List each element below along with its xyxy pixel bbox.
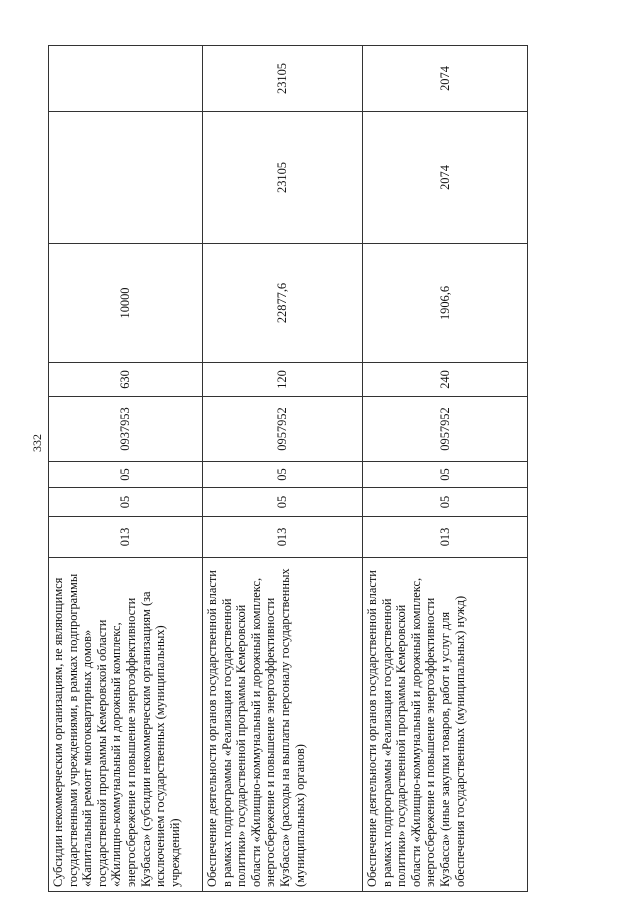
row-description: Обеспечение деятельности органов государственной власти в рамках подпрограммы «Реализация государственной политики» государственной программы Кемеровской области «Жилищно-коммунальный и дорожный комплекс, энергосбережение и повышение энергоэффективности Кузбасса» (иные закупки товаров, работ и услуг для обеспечения государственных (муниципальных) нужд): [363, 558, 528, 892]
table-row: [49, 46, 203, 892]
expense-type-code: 120: [203, 363, 363, 397]
row-description: Обеспечение деятельности органов государственной власти в рамках подпрограммы «Реализация государственной политики» государственной программы Кемеровской области «Жилищно-коммунальный и дорожный комплекс, энергосбережение и повышение энергоэффективности Кузбасса» (расходы на выплаты персоналу государственных (муниципальных) органов): [203, 558, 363, 892]
section-code: 05: [363, 488, 528, 517]
page-number: 332: [30, 434, 44, 452]
rotated-page-content: [48, 46, 467, 892]
section-code: 05: [203, 488, 363, 517]
expense-type-code: 630: [49, 363, 203, 397]
ved-code: 013: [203, 517, 363, 558]
target-article-code: 0937953: [49, 397, 203, 462]
amount-year-3: [49, 46, 203, 112]
ved-code: 013: [363, 517, 528, 558]
subsection-code: 05: [49, 462, 203, 488]
budget-table: [48, 45, 528, 892]
table-row: [363, 46, 528, 892]
amount-year-1: 1906,6: [363, 244, 528, 363]
target-article-code: 0957952: [203, 397, 363, 462]
target-article-code: 0957952: [363, 397, 528, 462]
amount-year-3: 2074: [363, 46, 528, 112]
amount-year-1: 22877,6: [203, 244, 363, 363]
amount-year-2: [49, 112, 203, 244]
expense-type-code: 240: [363, 363, 528, 397]
section-code: 05: [49, 488, 203, 517]
amount-year-1: 10000: [49, 244, 203, 363]
subsection-code: 05: [363, 462, 528, 488]
amount-year-3: 23105: [203, 46, 363, 112]
row-description: Субсидии некоммерческим организациям, не являющимся государственными учреждениями, в рамках подпрограммы «Капитальный ремонт многоквартирных домов» государственной программы Кемеровской области «Жилищно-коммунальный и дорожный комплекс, энергосбережение и повышение энергоэффективности Кузбасса» (субсидии некоммерческим организациям (за исключением государственных (муниципальных) учреждений): [49, 558, 203, 892]
table-row: [203, 46, 363, 892]
ved-code: 013: [49, 517, 203, 558]
amount-year-2: 23105: [203, 112, 363, 244]
amount-year-2: 2074: [363, 112, 528, 244]
subsection-code: 05: [203, 462, 363, 488]
